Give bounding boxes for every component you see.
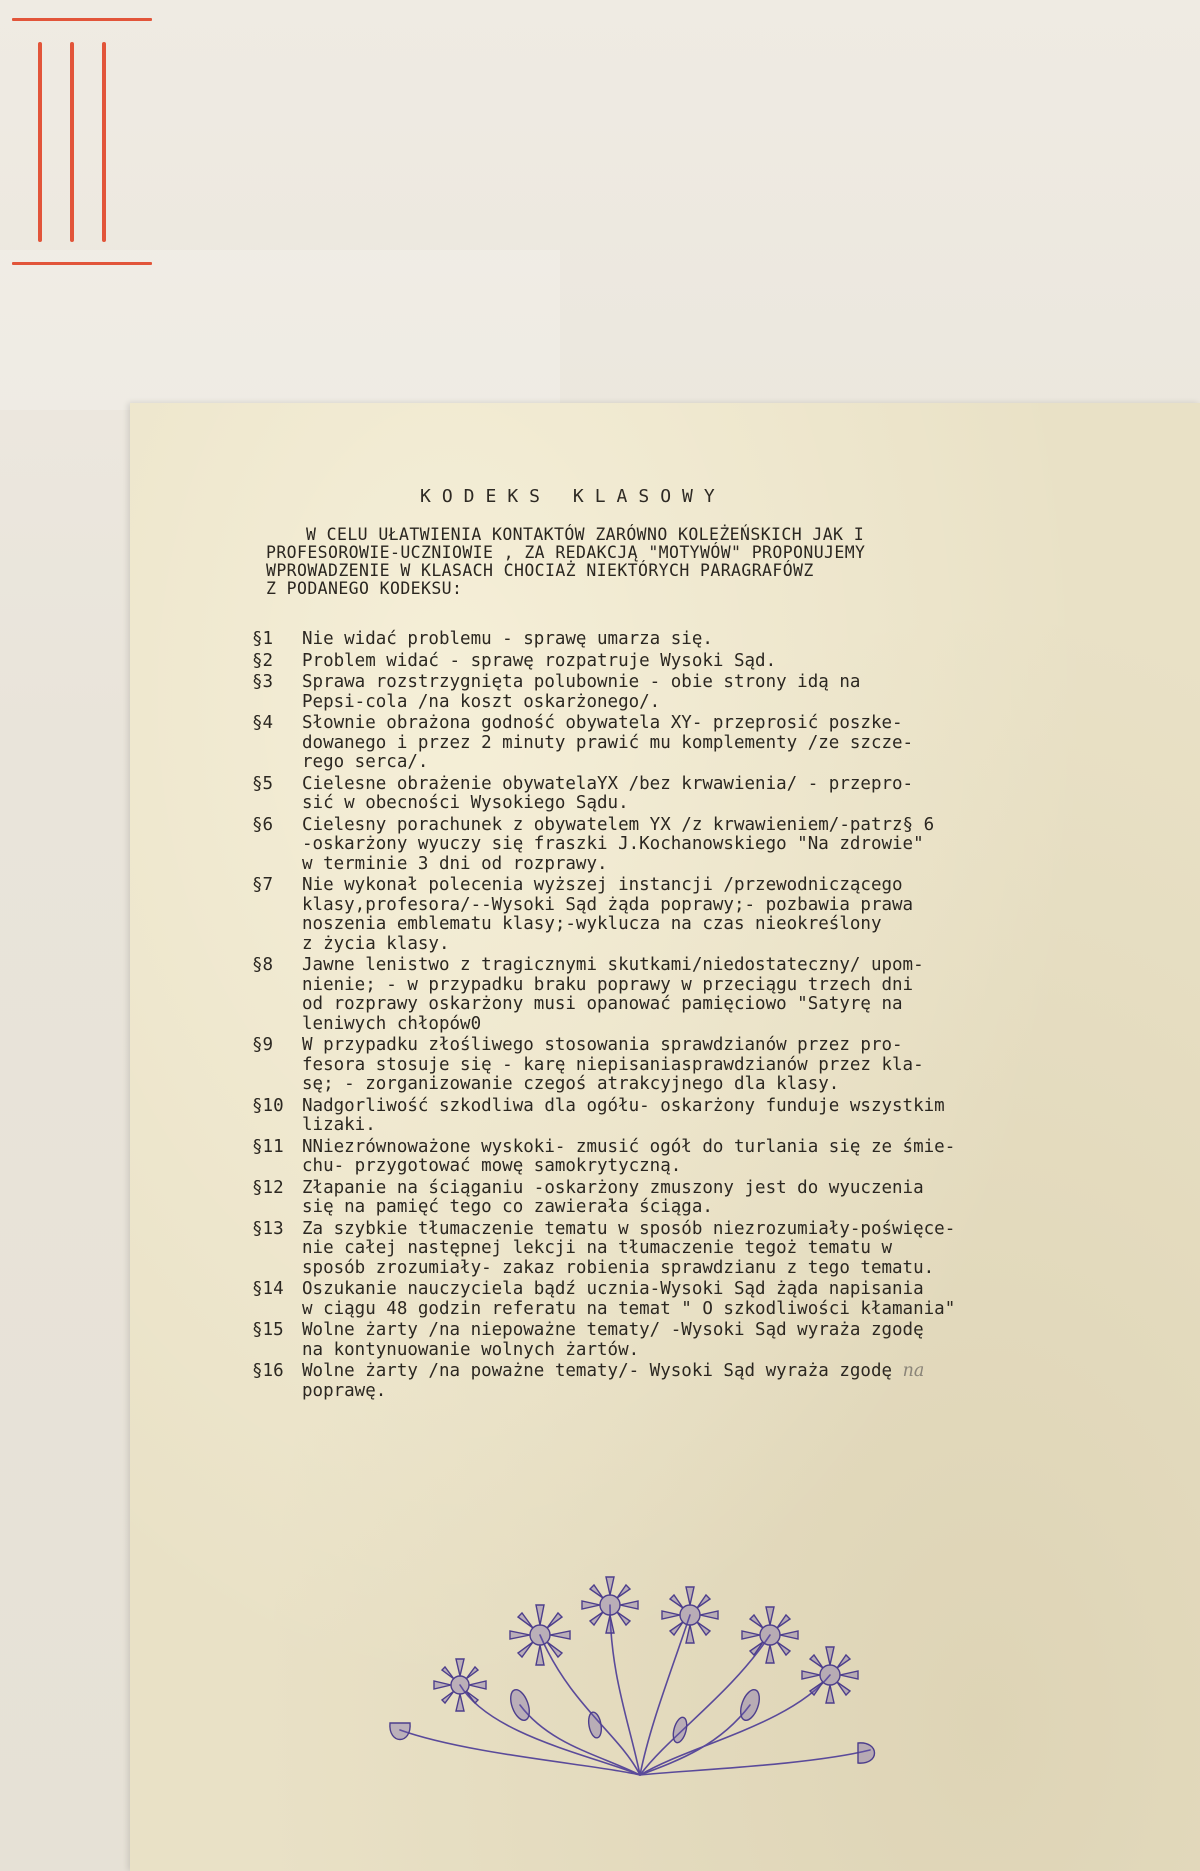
paragraph-line: w ciągu 48 godzin referatu na temat " O szkodliwości kłamania" bbox=[302, 1298, 956, 1319]
paragraph-number: §9 bbox=[252, 1035, 274, 1055]
paragraph-line: Pepsi-cola /na koszt oskarżonego/. bbox=[302, 691, 661, 712]
paragraph-number: §16 bbox=[252, 1361, 284, 1381]
paragraph-number: §7 bbox=[252, 875, 274, 895]
paragraph-line: -oskarżony wyuczy się fraszki J.Kochanowskiego "Na zdrowie" bbox=[302, 834, 924, 854]
paragraph-text bbox=[302, 1321, 1112, 1360]
paragraph-number: §8 bbox=[252, 955, 274, 975]
paragraph-line: dowanego i przez 2 minuty prawić mu komplementy /ze szcze- bbox=[302, 732, 914, 753]
paragraph-line: NNiezrównoważone wyskoki- zmusić ogół do turlania się ze śmie- bbox=[302, 1136, 956, 1157]
paragraph-line: chu- przygotować mowę samokrytyczną. bbox=[302, 1156, 682, 1176]
code-paragraph bbox=[252, 1138, 1112, 1177]
paragraph-line: Cielesny porachunek z obywatelem YX /z krwawieniem/-patrz§ 6 bbox=[302, 814, 935, 835]
paragraph-text bbox=[302, 1179, 1112, 1218]
flower-bouquet-drawing bbox=[370, 1555, 930, 1785]
code-paragraph bbox=[252, 1280, 1112, 1319]
code-paragraph bbox=[252, 1362, 1112, 1401]
paragraph-text bbox=[302, 1280, 1112, 1319]
roman-top-rule bbox=[12, 18, 152, 21]
paragraph-line: noszenia emblematu klasy;-wyklucza na czas nieokreślony bbox=[302, 914, 882, 934]
code-paragraph bbox=[252, 775, 1112, 814]
paragraph-line: z życia klasy. bbox=[302, 933, 450, 954]
code-paragraph bbox=[252, 1179, 1112, 1218]
code-paragraph bbox=[252, 714, 1112, 773]
paragraph-line: nie całej następnej lekcji na tłumaczenie tegoż tematu w bbox=[302, 1238, 893, 1258]
paragraph-line: rego serca/. bbox=[302, 752, 429, 772]
code-paragraph bbox=[252, 673, 1112, 712]
paragraph-line: W przypadku złośliwego stosowania sprawdzianów przez pro- bbox=[302, 1035, 903, 1055]
roman-bar bbox=[70, 42, 74, 242]
paragraph-text bbox=[302, 876, 1112, 954]
code-paragraph bbox=[252, 630, 1112, 650]
paragraph-text bbox=[302, 1138, 1112, 1177]
paragraph-line: Jawne lenistwo z tragicznymi skutkami/niedostateczny/ upom- bbox=[302, 955, 924, 975]
paragraph-line: Nie wykonał polecenia wyższej instancji /przewodniczącego bbox=[302, 875, 903, 895]
page-title: KODEKS KLASOWY bbox=[420, 486, 726, 507]
paragraph-line: Złapanie na ściąganiu -oskarżony zmuszony jest do wyuczenia bbox=[302, 1177, 924, 1198]
paragraph-line: Problem widać - sprawę rozpatruje Wysoki Sąd. bbox=[302, 650, 777, 671]
handwritten-note: na bbox=[902, 1361, 925, 1381]
code-paragraph bbox=[252, 652, 1112, 672]
code-paragraph bbox=[252, 1036, 1112, 1095]
paragraph-line: w terminie 3 dni od rozprawy. bbox=[302, 853, 608, 874]
paragraph-text bbox=[302, 1036, 1112, 1095]
roman-bottom-rule bbox=[12, 262, 152, 265]
paragraph-line: na kontynuowanie wolnych żartów. bbox=[302, 1339, 640, 1360]
paragraph-line: Oszukanie nauczyciela bądź ucznia-Wysoki Sąd żąda napisania bbox=[302, 1279, 924, 1299]
paragraph-number: §12 bbox=[252, 1177, 284, 1198]
code-paragraph bbox=[252, 1321, 1112, 1360]
paragraph-line: od rozprawy oskarżony musi opanować pamięciowo "Satyrę na bbox=[302, 994, 903, 1014]
paragraph-text bbox=[302, 630, 1112, 650]
code-paragraph bbox=[252, 956, 1112, 1034]
intro-line: W CELU UŁATWIENIA KONTAKTÓW ZARÓWNO KOLEŻEŃSKICH JAK I bbox=[306, 525, 865, 544]
paragraph-line: sę; - zorganizowanie czegoś atrakcyjnego dla klasy. bbox=[302, 1074, 840, 1094]
paragraph-line: Wolne żarty /na niepoważne tematy/ -Wysoki Sąd wyraża zgodę bbox=[302, 1320, 924, 1340]
paragraph-line: Sprawa rozstrzygnięta polubownie - obie strony idą na bbox=[302, 672, 861, 692]
paragraph-text bbox=[302, 1362, 1112, 1401]
paragraph-number: §5 bbox=[252, 773, 274, 794]
paragraph-line: Cielesne obrażenie obywatelaYX /bez krwawienia/ - przepro- bbox=[302, 773, 914, 794]
paragraph-line: Nadgorliwość szkodliwa dla ogółu- oskarżony funduje wszystkim bbox=[302, 1095, 945, 1116]
code-paragraph bbox=[252, 876, 1112, 954]
intro-paragraph bbox=[266, 526, 1046, 598]
paragraph-line: Wolne żarty /na poważne tematy/- Wysoki Sąd wyraża zgodę bbox=[302, 1361, 893, 1381]
paragraph-text bbox=[302, 956, 1112, 1034]
paragraph-number: §2 bbox=[252, 650, 274, 671]
code-paragraph bbox=[252, 1097, 1112, 1136]
paragraph-text bbox=[302, 816, 1112, 875]
paragraph-line-with-note bbox=[302, 1362, 1112, 1382]
paragraph-line: nienie; - w przypadku braku poprawy w przeciągu trzech dni bbox=[302, 974, 914, 995]
roman-bar bbox=[102, 42, 106, 242]
code-paragraph bbox=[252, 816, 1112, 875]
paragraph-number: §10 bbox=[252, 1095, 284, 1116]
paragraph-number: §3 bbox=[252, 672, 274, 692]
paragraph-number: §1 bbox=[252, 629, 274, 649]
paragraph-line: poprawę. bbox=[302, 1380, 387, 1401]
intro-line: Z PODANEGO KODEKSU: bbox=[266, 579, 463, 598]
paragraph-number: §11 bbox=[252, 1136, 284, 1157]
paragraph-number: §4 bbox=[252, 713, 274, 733]
paragraph-number: §6 bbox=[252, 814, 274, 835]
roman-bar bbox=[38, 42, 42, 242]
intro-line: PROFESOROWIE-UCZNIOWIE , ZA REDAKCJĄ "MOTYWÓW" PROPONUJEMY bbox=[266, 543, 866, 562]
paragraph-number: §14 bbox=[252, 1279, 284, 1299]
paragraph-text bbox=[302, 1097, 1112, 1136]
paragraph-number: §15 bbox=[252, 1320, 284, 1340]
paragraph-line: sić w obecności Wysokiego Sądu. bbox=[302, 793, 629, 813]
paragraph-text bbox=[302, 1220, 1112, 1279]
roman-numeral-three-marker bbox=[8, 14, 158, 274]
paragraph-line: Nie widać problemu - sprawę umarza się. bbox=[302, 629, 713, 649]
paragraph-text bbox=[302, 673, 1112, 712]
paragraph-line: sposób zrozumiały- zakaz robienia sprawdzianu z tego tematu. bbox=[302, 1257, 935, 1278]
paragraph-text bbox=[302, 652, 1112, 672]
intro-line: WPROWADZENIE W KLASACH CHOCIAŻ NIEKTÓRYCH PARAGRAFÓWZ bbox=[266, 561, 814, 580]
paragraph-line: leniwych chłopów0 bbox=[302, 1013, 482, 1034]
paragraph-line: lizaki. bbox=[302, 1115, 376, 1135]
paragraph-line: Za szybkie tłumaczenie tematu w sposób niezrozumiały-poświęce- bbox=[302, 1218, 956, 1239]
code-paragraph bbox=[252, 1220, 1112, 1279]
paragraph-line: klasy,profesora/--Wysoki Sąd żąda poprawy;- pozbawia prawa bbox=[302, 894, 914, 915]
paragraph-line: fesora stosuje się - karę niepisaniasprawdzianów przez kla- bbox=[302, 1054, 924, 1075]
paragraph-line: Słownie obrażona godność obywatela XY- przeprosić poszke- bbox=[302, 713, 903, 733]
paragraph-text bbox=[302, 775, 1112, 814]
paragraph-line: się na pamięć tego co zawierała ściąga. bbox=[302, 1197, 713, 1217]
paragraph-text bbox=[302, 714, 1112, 773]
paragraph-number: §13 bbox=[252, 1218, 284, 1239]
paragraph-list bbox=[252, 630, 1112, 1403]
